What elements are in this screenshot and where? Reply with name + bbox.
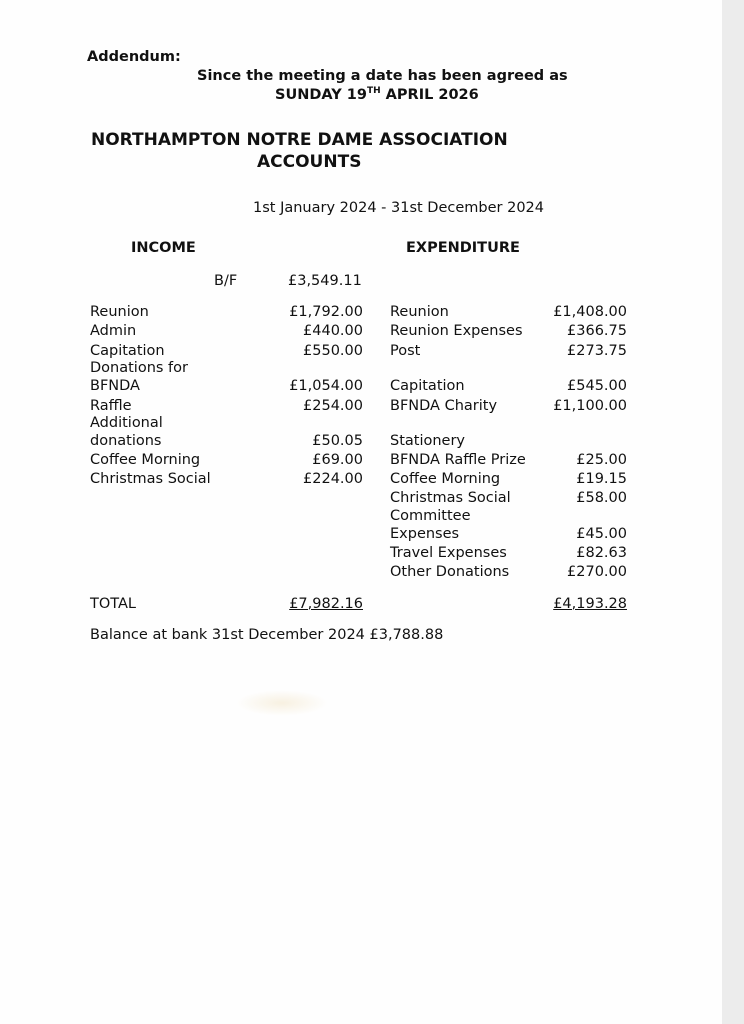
brought-forward-amount: £3,549.11 (288, 273, 362, 289)
expenditure-header: EXPENDITURE (406, 240, 520, 256)
expenditure-amount: £1,408.00 (553, 304, 627, 320)
expenditure-label: Other Donations (390, 564, 510, 580)
income-label: Donations for (90, 360, 188, 376)
income-amount: £440.00 (303, 323, 363, 339)
income-amount: £224.00 (303, 471, 363, 487)
expenditure-label: Expenses (390, 526, 460, 542)
income-label: donations (90, 433, 162, 449)
income-amount: £550.00 (303, 343, 363, 359)
income-label: Christmas Social (90, 471, 211, 487)
expenditure-label: Reunion (390, 304, 449, 320)
income-label: Raffle (90, 398, 132, 414)
income-amount: £69.00 (312, 452, 363, 468)
accounts-period: 1st January 2024 - 31st December 2024 (253, 200, 545, 216)
expenditure-label: Capitation (390, 378, 465, 394)
expenditure-amount: £1,100.00 (553, 398, 627, 414)
addendum-date-sup: TH (366, 86, 381, 96)
expenditure-amount: £45.00 (576, 526, 627, 542)
income-amount: £50.05 (312, 433, 363, 449)
expenditure-label: Reunion Expenses (390, 323, 523, 339)
expenditure-label: Coffee Morning (390, 471, 501, 487)
income-total: £7,982.16 (289, 596, 363, 612)
income-label: Admin (90, 323, 137, 339)
expenditure-amount: £273.75 (567, 343, 627, 359)
expenditure-label: Christmas Social (390, 490, 511, 506)
income-label: Coffee Morning (90, 452, 201, 468)
expenditure-amount: £58.00 (576, 490, 627, 506)
income-amount: £1,054.00 (289, 378, 363, 394)
expenditure-label: Travel Expenses (390, 545, 507, 561)
expenditure-total: £4,193.28 (553, 596, 627, 612)
expenditure-amount: £25.00 (576, 452, 627, 468)
page-subtitle: ACCOUNTS (257, 152, 362, 172)
expenditure-label: Committee (390, 508, 471, 524)
expenditure-amount: £366.75 (567, 323, 627, 339)
expenditure-amount: £270.00 (567, 564, 627, 580)
addendum-line-2 (275, 86, 479, 104)
brought-forward-label: B/F (214, 273, 238, 289)
addendum-label: Addendum: (87, 49, 181, 65)
total-label: TOTAL (90, 596, 136, 612)
paper-stain (236, 690, 328, 716)
expenditure-label: BFNDA Charity (390, 398, 498, 414)
expenditure-amount: £545.00 (567, 378, 627, 394)
income-label: Capitation (90, 343, 165, 359)
income-amount: £254.00 (303, 398, 363, 414)
scan-edge (722, 0, 744, 1024)
income-label: Reunion (90, 304, 149, 320)
addendum-date-post: APRIL 2026 (380, 87, 479, 103)
addendum-date-pre: SUNDAY 19 (275, 87, 367, 103)
expenditure-label: BFNDA Raffle Prize (390, 452, 526, 468)
expenditure-label: Stationery (390, 433, 466, 449)
income-amount: £1,792.00 (289, 304, 363, 320)
income-header: INCOME (131, 240, 196, 256)
addendum-line-1: Since the meeting a date has been agreed as (197, 68, 568, 84)
income-label: BFNDA (90, 378, 140, 394)
expenditure-amount: £82.63 (576, 545, 627, 561)
bank-balance: Balance at bank 31st December 2024 £3,788.88 (90, 627, 444, 643)
page-title: NORTHAMPTON NOTRE DAME ASSOCIATION (91, 130, 508, 150)
expenditure-label: Post (390, 343, 421, 359)
income-label: Additional (90, 415, 163, 431)
expenditure-amount: £19.15 (576, 471, 627, 487)
